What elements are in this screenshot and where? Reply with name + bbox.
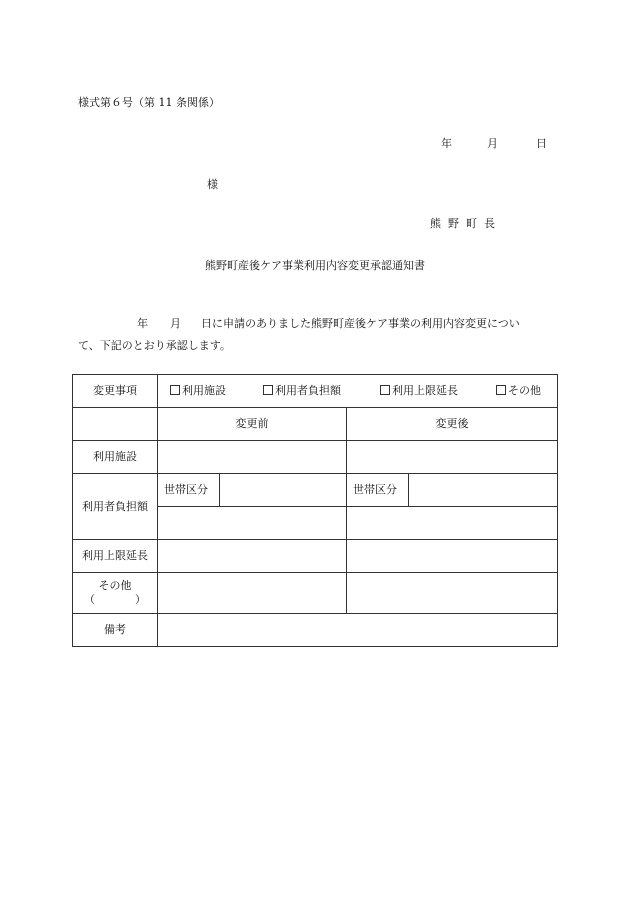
remarks-label: 備考 — [73, 614, 158, 647]
option-user-burden[interactable]: 利用者負担額 — [263, 384, 380, 398]
user-burden-after-cell[interactable] — [347, 507, 558, 540]
change-items-label: 変更事項 — [73, 375, 158, 408]
body-month-label: 月 — [170, 317, 181, 330]
body-text-rest: 日に申請のありました熊野町産後ケア事業の利用内容変更につい — [201, 317, 520, 330]
limit-extension-after-cell[interactable] — [347, 540, 558, 573]
limit-extension-label: 利用上限延長 — [73, 540, 158, 573]
limit-extension-before-cell[interactable] — [158, 540, 347, 573]
after-change-header: 変更後 — [347, 408, 558, 441]
facility-before-cell[interactable] — [158, 441, 347, 474]
user-burden-label: 利用者負担額 — [73, 474, 158, 540]
household-class-before-label: 世帯区分 — [158, 474, 220, 507]
checkbox-icon[interactable] — [170, 385, 180, 395]
option-other[interactable]: その他 — [496, 384, 541, 398]
other-after-cell[interactable] — [347, 573, 558, 614]
facility-after-cell[interactable] — [347, 441, 558, 474]
change-details-table — [72, 374, 558, 647]
issuer-name: 熊野町長 — [430, 217, 502, 230]
household-class-after-value[interactable] — [409, 474, 558, 507]
checkbox-icon[interactable] — [380, 385, 390, 395]
facility-label: 利用施設 — [73, 441, 158, 474]
document-title: 熊野町産後ケア事業利用内容変更承認通知書 — [205, 259, 425, 272]
other-label-cell — [73, 573, 158, 614]
household-class-after-label: 世帯区分 — [347, 474, 409, 507]
date-month-label: 月 — [487, 137, 498, 150]
body-line-1 — [137, 317, 520, 331]
checkbox-icon[interactable] — [496, 385, 506, 395]
date-year-label: 年 — [441, 137, 452, 150]
other-label: その他 — [98, 579, 132, 592]
change-items-options — [158, 375, 558, 408]
date-day-label: 日 — [536, 137, 547, 150]
form-number: 様式第６号（第 11 条関係） — [78, 96, 220, 109]
other-detail-parens: （ ） — [84, 593, 146, 606]
remarks-cell[interactable] — [158, 614, 558, 647]
addressee-suffix: 様 — [207, 178, 218, 191]
other-before-cell[interactable] — [158, 573, 347, 614]
household-class-before-value[interactable] — [220, 474, 347, 507]
checkbox-icon[interactable] — [263, 385, 273, 395]
body-line-2: て、下記のとおり承認します。 — [78, 339, 231, 352]
blank-header-cell — [73, 408, 158, 441]
option-limit-extension[interactable]: 利用上限延長 — [380, 384, 496, 398]
option-facility[interactable]: 利用施設 — [170, 384, 263, 398]
before-change-header: 変更前 — [158, 408, 347, 441]
body-year-label: 年 — [137, 317, 148, 330]
user-burden-before-cell[interactable] — [158, 507, 347, 540]
